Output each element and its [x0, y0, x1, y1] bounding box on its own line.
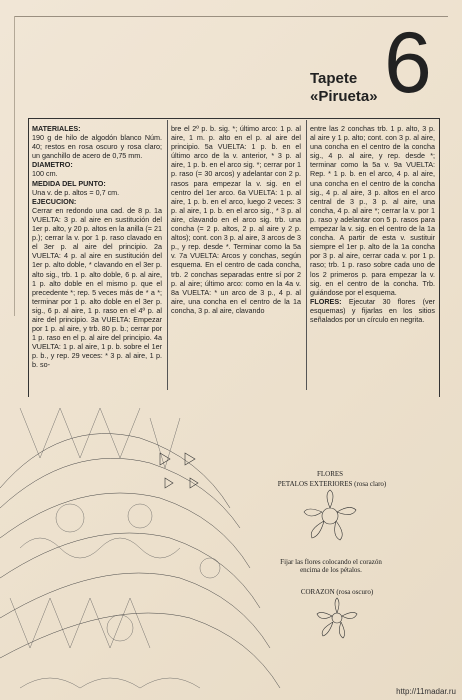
column-divider — [306, 120, 307, 390]
materiales-heading: MATERIALES: — [32, 124, 81, 133]
column-3-text: entre las 2 conchas trb. 1 p. alto, 3 p. al aire y 1 p. alto; cont. con 3 p. al aire, una concha en el centro de la concha sig., 4 p. al aire, y rep. desde *; terminar como la 5a v. 9a VUELTA: Rep. * 1 p. b. en el arco, 4 p. al aire, una concha en el centro de la concha sig., 4 p. al aire, 3 p. altos en el arco central de 3 p., 3 p. al aire, una concha, 4 p. al aire *; cerrar la v. por 1 p. raso y adelantar con 5 p. rasos para empezar la v. sig. en el centro de la 1a concha. A partir de esta v. sustituir siempre el 1er p. alto de la 1a concha por 3 p. al aire, cerrar cada v. por 1 p. raso; trb. 1 p. raso sobre cada uno de los 2 primeros p. para empezar la v. sig. en el centro de la concha. Trb. guiándose por el esquema. — [310, 124, 435, 297]
column-2-text: bre el 2º p. b. sig. *; último arco: 1 p. al aire, 1 m. p. alto en el p. al aire del principio. 5a VUELTA: 1 p. b. en el último arco de la v. anterior, * 3 p. al aire, 1 p. b. en el arco sig. *; cerrar por 1 p. raso (= 30 arcos) y adelantar con 2 p. rasos para empezar la v. sig. en el centro del 1er arco. 6a VUELTA: 1 p. al aire, 1 p. b. en el arco, luego 2 veces: 3 p. al aire, 1 p. b. en el arco sig., * 3 p. al aire, clavando en el arco sig. trb. una concha (= 2 p. altos, 2 p. al aire y 2 p. altos); cont. con 3 p. al aire, 3 arcos de 3 p., y rep. desde *. Terminar como la 5a v. 7a VUELTA: Arcos y conchas, según esquema. En el centro de cada concha, trb. 2 conchas separadas entre sí por 2 p. al aire; último arco: como en la 4a v. 8a VUELTA: * un arco de 3 p., 4 p. al aire, una concha en el centro de la 1a concha, 3 p. al aire, clavando — [171, 124, 301, 315]
petalos-label: PETALOS EXTERIORES (rosa claro) — [277, 480, 387, 488]
flores-title: FLORES — [316, 470, 344, 478]
heart-diagram — [313, 596, 361, 640]
corazon-label: CORAZON (rosa oscuro) — [300, 588, 374, 596]
column-3 — [310, 124, 435, 324]
fijar-note: Fijar las flores colocando el corazón encima de los pétalos. — [280, 558, 382, 574]
left-rule — [14, 16, 15, 316]
medida-text: Una v. de p. altos = 0,7 cm. — [32, 187, 120, 197]
diametro-heading: DIAMETRO: — [32, 160, 73, 170]
diametro-text: 100 cm. — [32, 169, 58, 179]
title-line1: Tapete — [310, 70, 358, 87]
flores-heading: FLORES: — [310, 296, 342, 306]
ejecucion-heading: EJECUCION: — [32, 196, 77, 206]
materiales-text: 190 g de hilo de algodón blanco Núm. 40; restos en rosa oscuro y rosa claro; un ganchillo de acero de 0,75 mm. — [32, 133, 162, 161]
column-divider — [167, 120, 168, 390]
lace-diagram — [0, 398, 300, 700]
source-url: http://11madar.ru — [396, 687, 456, 696]
top-rule — [14, 16, 448, 17]
flores-text: Ejecutar 30 flores (ver esquemas) y fijarlas en los sitios señalados por un círculo en negrita. — [310, 296, 436, 324]
pattern-number: 6 — [384, 15, 432, 111]
medida-heading: MEDIDA DEL PUNTO: — [32, 178, 106, 188]
column-1 — [32, 124, 162, 370]
petals-diagram — [300, 488, 360, 543]
column-2 — [171, 124, 301, 315]
title-line2: «Pirueta» — [310, 88, 378, 105]
ejecucion-text: Cerrar en redondo una cad. de 8 p. 1a VUELTA: 3 p. al aire en sustitución del 1er p. alto, y 20 p. altos en la anilla (= 21 p.); cerrar la v. por 1 p. raso clavado en el 3er p. al aire del principio. 2a VUELTA: 4 p. al aire en sustitución del 1er p. alto doble, * clavando en el 3er p. alto sig., trb. 1 p. alto doble, 6 p. al aire, 1 p. alto doble en el mismo p. que el precedente *; rep. 5 veces más de * a *; terminar por 1 p. alto doble en el 3er p. sig., 6 p. al aire, 1 p. raso en el 4º p. al aire del principio. 3a VUELTA: Empezar por 1 p. al aire, y trb. 80 p. b.; cerrar por 1 p. raso en el p. al aire del principio. 4a VUELTA: 1 p. al aire, 1 p. b. sobre el 1er p. b., y rep. 29 veces: * 3 p. al aire, 1 p. b. so- — [32, 205, 162, 370]
